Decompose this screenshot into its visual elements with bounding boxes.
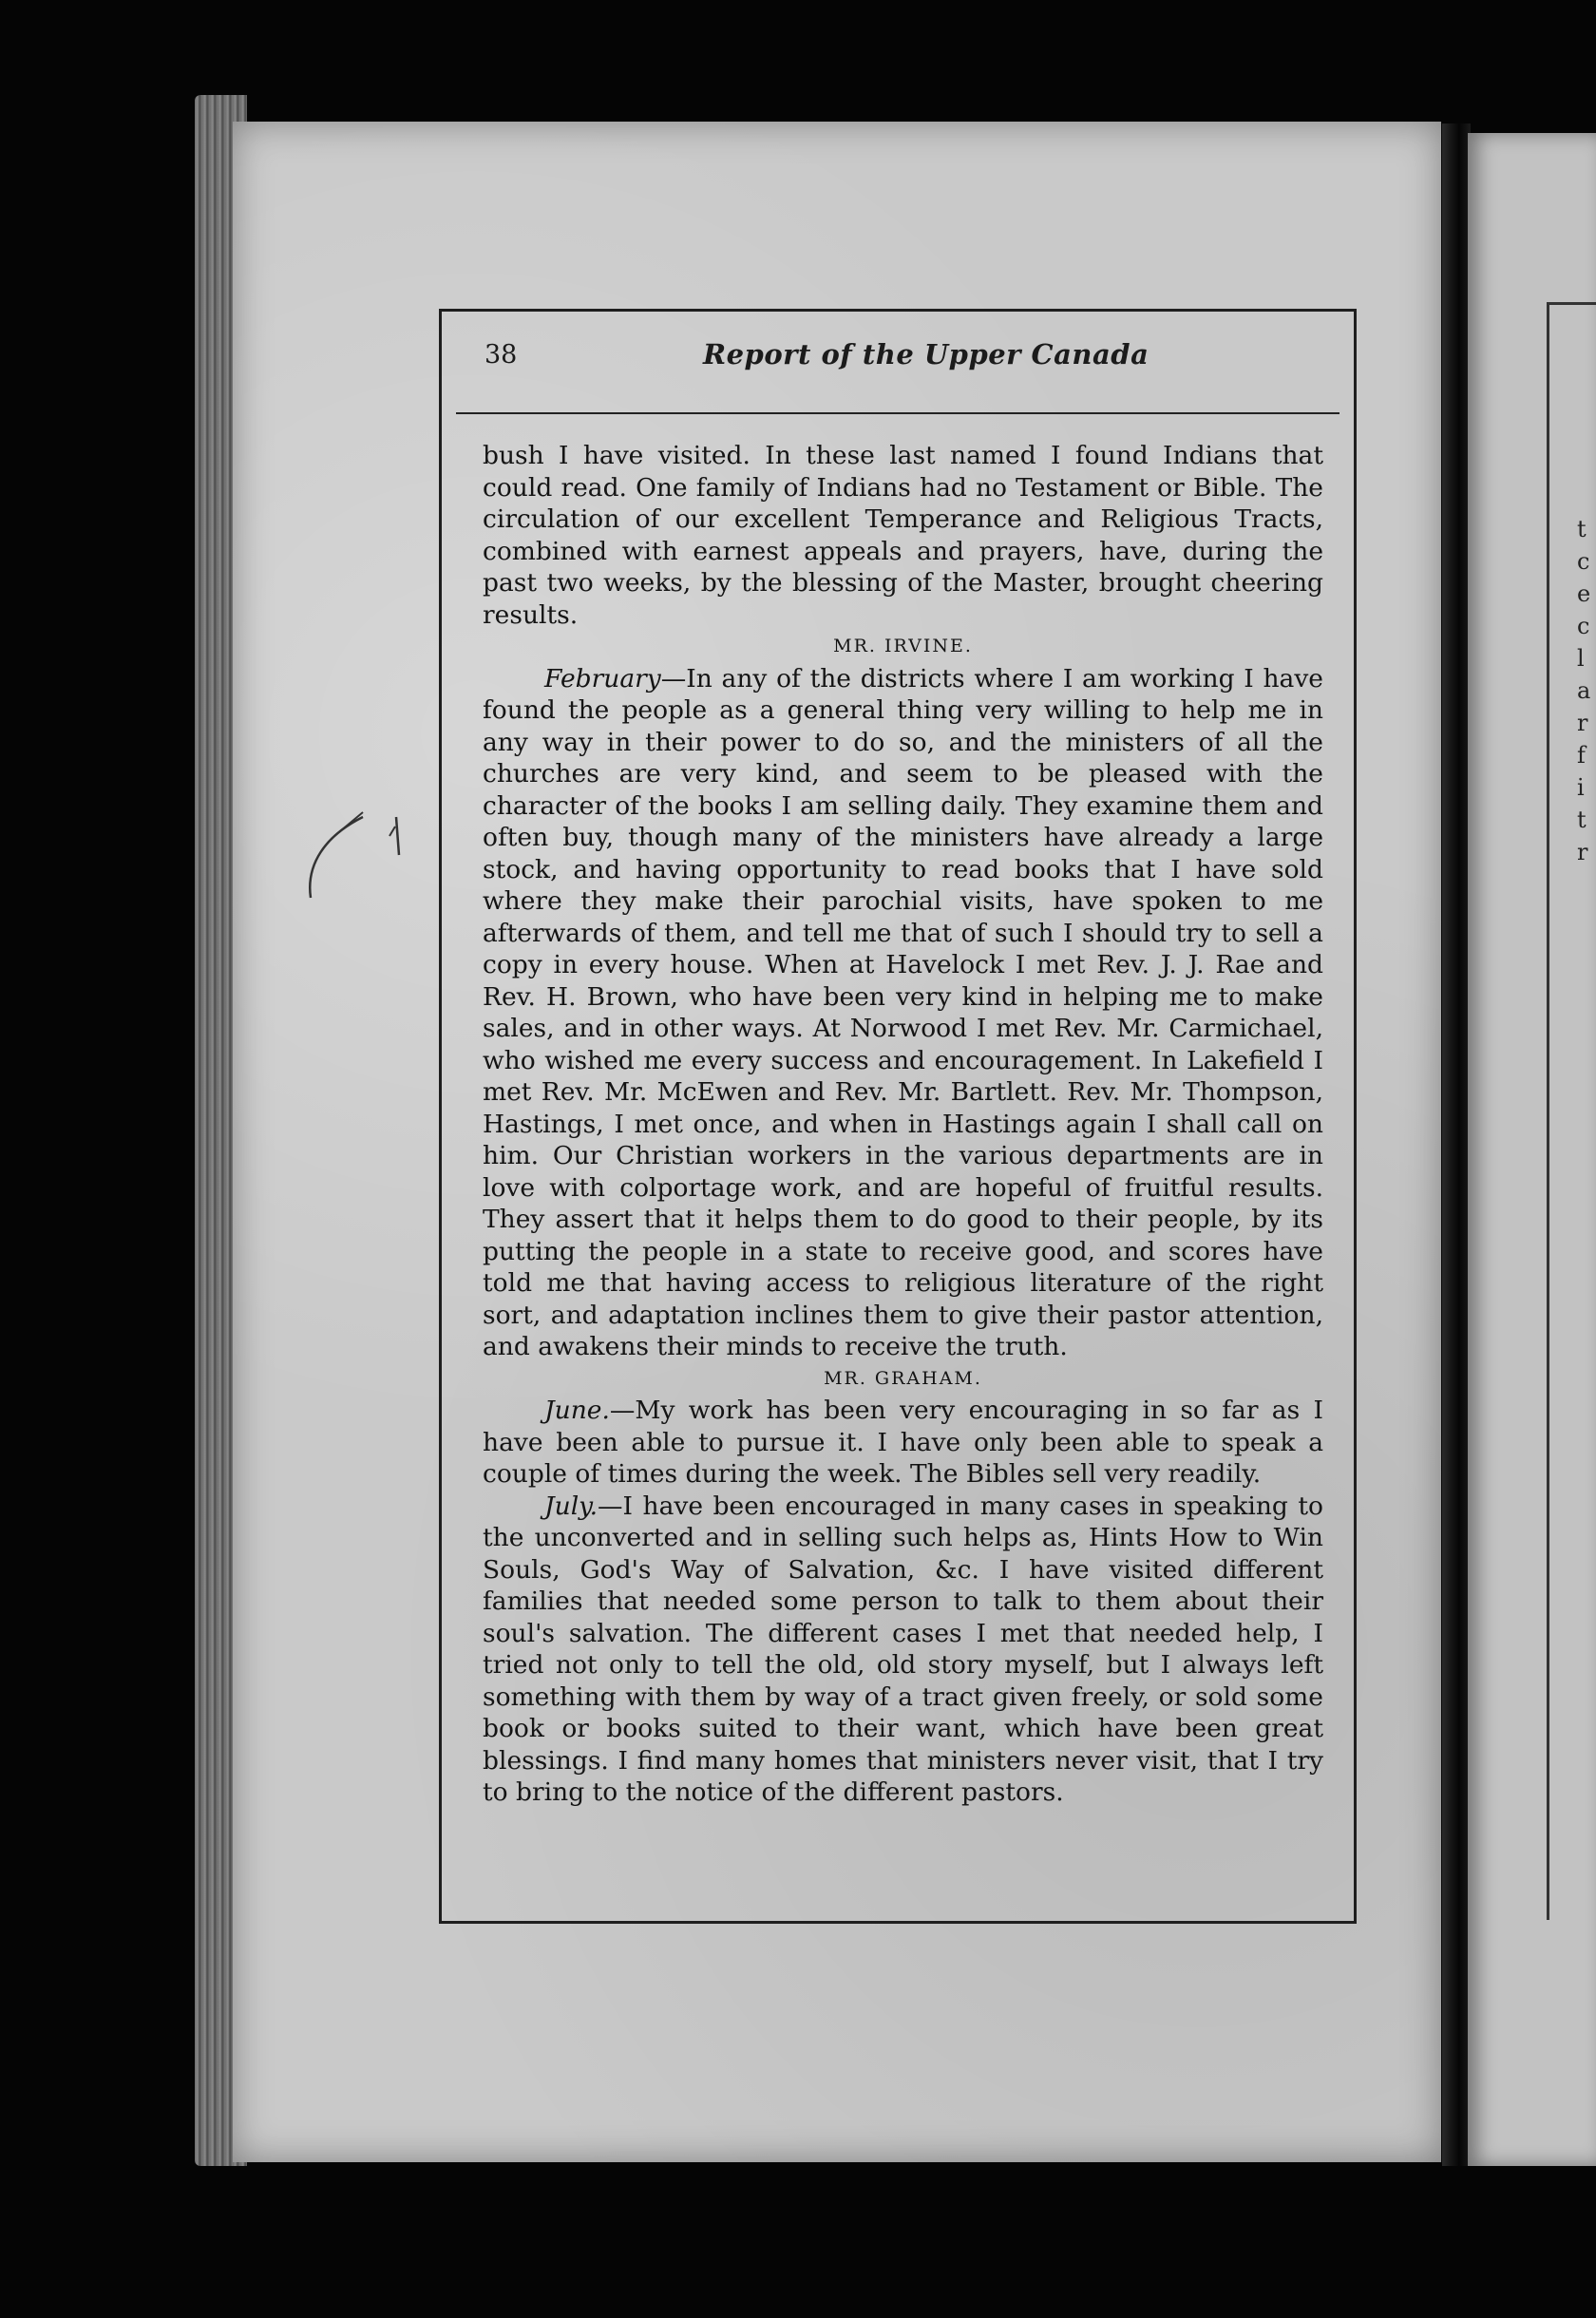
facing-page-letter: a: [1577, 677, 1591, 704]
facing-page-letter: t: [1577, 516, 1586, 542]
facing-page-letter: r: [1577, 839, 1588, 865]
page-body: [483, 440, 1323, 1809]
page-number: 38: [484, 340, 518, 370]
paragraph-lead-june: June.: [544, 1396, 610, 1425]
irvine-paragraph-february: [483, 663, 1323, 1363]
graham-paragraph-june: [483, 1395, 1323, 1491]
section-title-irvine: MR. IRVINE.: [833, 636, 973, 656]
facing-page-letter: l: [1577, 645, 1585, 672]
facing-page-letters: [1577, 513, 1590, 868]
paragraph-text-february: —In any of the districts where I am working I have found the people as a general thing very willing to help me in any way in their power to do so, and the ministers of all the churches are very kind, and seem to be pleased with the character of the books I am selling daily. They examine them and often buy, though many of the ministers have already a large stock, and having opportunity to read books that I have sold where they make their parochial visits, have spoken to me afterwards of them, and tell me that of such I should try to sell a copy in every house. When at Havelock I met Rev. J. J. Rae and Rev. H. Brown, who have been very kind in helping me to make sales, and in other ways. At Norwood I met Rev. Mr. Carmichael, who wished me every success and encouragement. In Lakefield I met Rev. Mr. McEwen and Rev. Mr. Bartlett. Rev. Mr. Thompson, Hastings, I met once, and when in Hastings again I shall call on him. Our Christian workers in the various departments are in love with colportage work, and are hopeful of fruitful results. They assert that it helps them to do good to their people, by its putting the people in a state to receive good, and scores have told me that having access to religious literature of the right sort, and adaptation inclines them to give their pastor attention, and awakens their minds to receive the truth.: [483, 663, 1323, 1361]
graham-paragraph-july: [483, 1491, 1323, 1809]
facing-page-letter: i: [1577, 774, 1585, 801]
section-title-graham: MR. GRAHAM.: [824, 1367, 982, 1389]
paragraph-lead-july: July.: [544, 1491, 598, 1521]
paragraph-text-june: —My work has been very encouraging in so far as I have been able to pursue it. I have only been able to speak a couple of times during the week. The Bibles sell very readily.: [483, 1396, 1323, 1489]
facing-page-letter: t: [1577, 807, 1586, 833]
facing-page-letter: e: [1577, 580, 1591, 607]
facing-page-letter: r: [1577, 710, 1588, 736]
page-header: [484, 340, 1320, 378]
book-gutter: [1442, 124, 1471, 2166]
intro-paragraph: bush I have visited. In these last named I found Indians that could read. One family of Indians had no Testament or Bible. The circulation of our excellent Temperance and Religious Tracts, combined with earnest appeals and prayers, have, during the past two weeks, by the blessing of the Master, brought cheering results.: [483, 441, 1323, 630]
paragraph-text-july: —I have been encouraged in many cases in speaking to the unconverted and in selling such helps as, Hints How to Win Souls, God's Way of Salvation, &c. I have visited different families that needed some person to talk to them about their soul's salvation. The different cases I met that needed help, I tried not only to tell the old, old story myself, but I always left something with them by way of a tract given freely, or sold some book or books suited to their want, which have been great blessings. I find many homes that ministers never visit, that I try to bring to the notice of the different pastors.: [483, 1491, 1323, 1807]
facing-page-letter: f: [1577, 742, 1586, 769]
facing-page-letter: c: [1577, 613, 1590, 639]
header-rule: [456, 412, 1340, 414]
running-head: Report of the Upper Canada: [703, 338, 1150, 370]
paragraph-lead-february: February: [544, 663, 661, 694]
pencil-margin-mark: [296, 798, 410, 912]
facing-page-letter: c: [1577, 548, 1590, 575]
